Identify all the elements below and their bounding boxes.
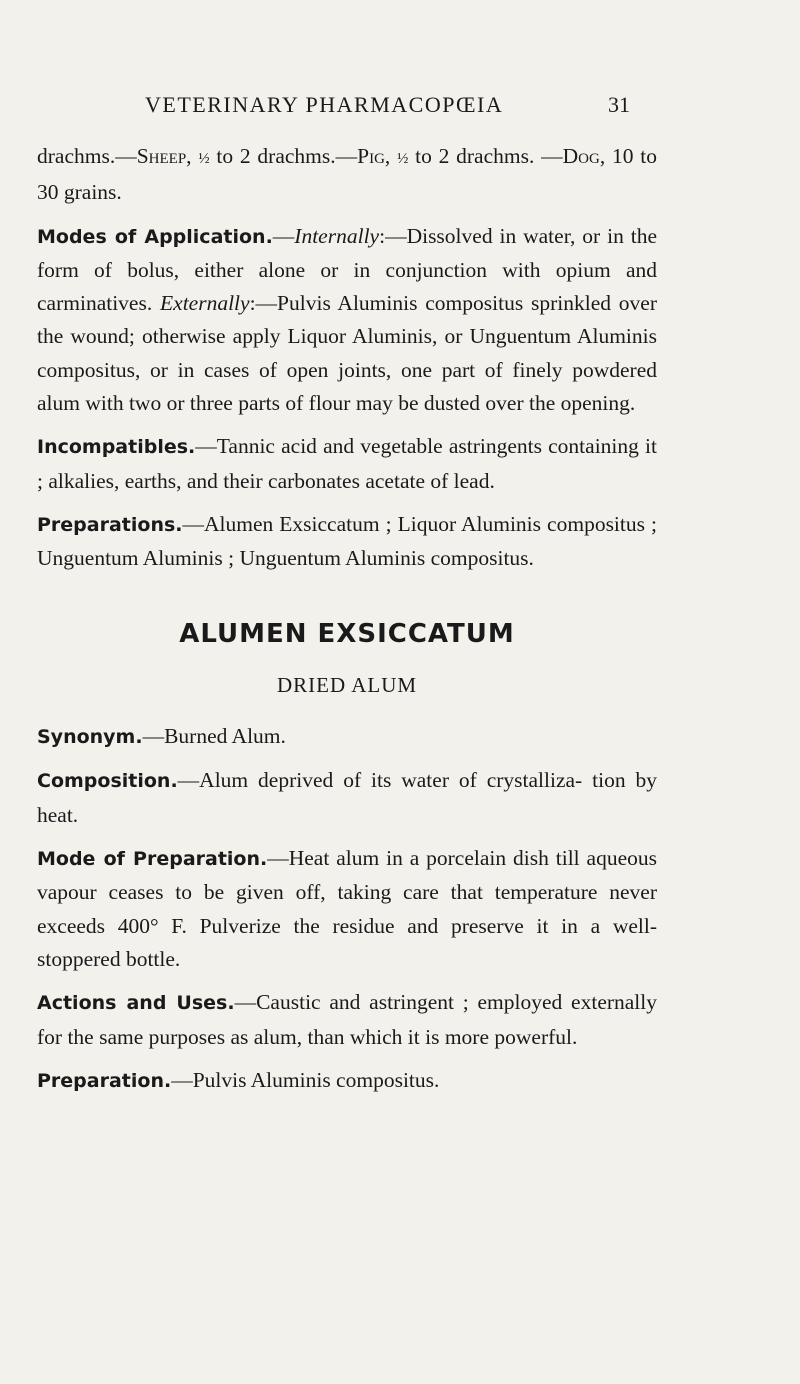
- preparation-heading: Preparation.: [37, 1069, 172, 1092]
- page-number: 31: [608, 92, 630, 117]
- incompatibles-text: —Tannic acid and vegetable astringents containing it ; alkalies, earths, and their carbonates acetate of lead.: [37, 434, 657, 493]
- running-head: [0, 92, 800, 122]
- actions-and-uses-heading: Actions and Uses.: [37, 992, 235, 1015]
- synonym-paragraph: [37, 720, 657, 754]
- externally-label: Externally: [160, 291, 250, 316]
- incompatibles-paragraph: [37, 430, 657, 498]
- internally-label: Internally: [294, 223, 380, 248]
- composition-text: —Alum deprived of its water of crystalliza- tion by heat.: [37, 768, 657, 827]
- body-text: [37, 140, 657, 1108]
- dose-paragraph: [37, 140, 657, 210]
- mode-of-preparation-text: —Heat alum in a porcelain dish till aqueous vapour ceases to be given off, taking care that temperature never exceeds 400° F. Pulverize the residue and preserve it in a well-stoppered bottle.: [37, 846, 658, 971]
- external-use-text: :—Pulvis Aluminis compositus sprinkled over the wound; otherwise apply Liquor Aluminis, or Unguentum Aluminis compositus, or in cases of open joints, one part of finely powdered alum with two or three parts of flour may be dusted over the opening.: [37, 291, 658, 416]
- section-title: ALUMEN EXSICCATUM: [179, 618, 515, 649]
- dose-text-1: drachms.—: [37, 144, 137, 168]
- fraction-half: ½: [198, 151, 210, 167]
- preparation-text: —Pulvis Aluminis compositus.: [171, 1067, 440, 1092]
- incompatibles-heading: Incompatibles.: [37, 436, 196, 459]
- actions-and-uses-text: —Caustic and astringent ; employed externally for the same purposes as alum, than which it is more powerful.: [37, 990, 658, 1049]
- species-pig: Pig,: [357, 144, 391, 168]
- synonym-heading: Synonym.: [37, 726, 143, 749]
- preparation-paragraph: [37, 1064, 657, 1098]
- mode-of-preparation-paragraph: [37, 842, 657, 976]
- species-sheep: Sheep,: [136, 144, 192, 168]
- dose-text-4: 10 to 30 grains.: [37, 144, 658, 205]
- fraction-half: ½: [397, 151, 409, 167]
- modes-of-application-heading: Modes of Application.: [37, 225, 273, 248]
- preparations-paragraph: [37, 508, 657, 576]
- preparations-heading: Preparations.: [37, 513, 183, 536]
- synonym-text: —Burned Alum.: [142, 724, 286, 749]
- mode-of-preparation-heading: Mode of Preparation.: [37, 848, 268, 871]
- actions-and-uses-paragraph: [37, 986, 657, 1054]
- composition-heading: Composition.: [37, 770, 178, 793]
- dash: —: [272, 223, 295, 248]
- internal-use-text: :—Dissolved in water, or in the form of bolus, either alone or in conjunction with opium and carminatives.: [37, 223, 658, 316]
- dose-text-3: to 2 drachms. —: [408, 144, 563, 168]
- composition-paragraph: [37, 764, 657, 832]
- species-dog: Dog,: [562, 144, 606, 168]
- preparations-text: —Alumen Exsiccatum ; Liquor Aluminis compositus ; Unguentum Aluminis ; Unguentum Aluminis compositus.: [37, 511, 657, 571]
- dose-text-2: to 2 drachms.—: [209, 144, 358, 168]
- section-subtitle: DRIED ALUM: [276, 672, 418, 697]
- running-title: VETERINARY PHARMACOPŒIA: [145, 92, 504, 117]
- modes-of-application-paragraph: [37, 220, 657, 421]
